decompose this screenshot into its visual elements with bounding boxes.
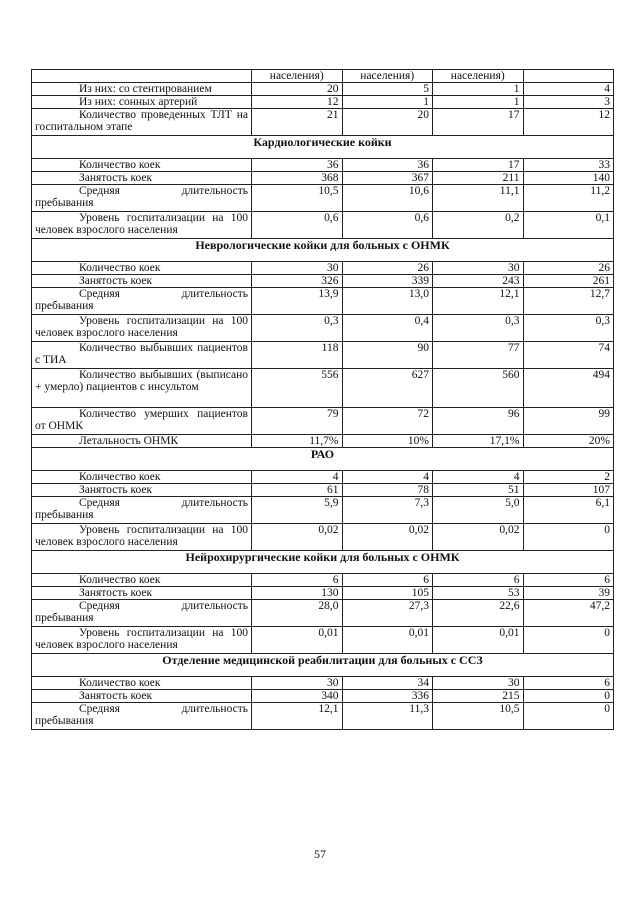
value-cell: 0,01	[433, 627, 524, 654]
value-cell: 13,9	[252, 288, 343, 315]
row-label: Средняя длительность пребывания	[32, 185, 252, 212]
value-cell: 20%	[523, 435, 614, 448]
value-cell: 30	[252, 262, 343, 275]
section-header-row	[32, 136, 614, 159]
value-cell: 90	[342, 342, 433, 369]
value-cell: 0,1	[523, 212, 614, 239]
value-cell: 20	[342, 109, 433, 136]
row-label: Из них: сонных артерий	[32, 96, 252, 109]
value-cell: 4	[523, 83, 614, 96]
table-body	[32, 70, 614, 730]
value-cell: 26	[342, 262, 433, 275]
value-cell: 336	[342, 690, 433, 703]
value-cell: 99	[523, 408, 614, 435]
table-row	[32, 484, 614, 497]
value-cell: 11,2	[523, 185, 614, 212]
value-cell: 5,9	[252, 497, 343, 524]
table-row	[32, 369, 614, 408]
section-header-row	[32, 239, 614, 262]
value-cell: 0	[523, 524, 614, 551]
value-cell: 53	[433, 587, 524, 600]
value-cell: 494	[523, 369, 614, 408]
value-cell: 0,01	[342, 627, 433, 654]
value-cell: 130	[252, 587, 343, 600]
header-cell: населения)	[252, 70, 343, 83]
value-cell: 12,1	[433, 288, 524, 315]
value-cell: 78	[342, 484, 433, 497]
value-cell: 627	[342, 369, 433, 408]
value-cell: 243	[433, 275, 524, 288]
table-row	[32, 342, 614, 369]
header-cell	[32, 70, 252, 83]
value-cell: 51	[433, 484, 524, 497]
row-label: Занятость коек	[32, 484, 252, 497]
value-cell: 556	[252, 369, 343, 408]
value-cell: 107	[523, 484, 614, 497]
value-cell: 74	[523, 342, 614, 369]
table-row	[32, 574, 614, 587]
table-row	[32, 627, 614, 654]
table-row	[32, 262, 614, 275]
value-cell: 368	[252, 172, 343, 185]
value-cell: 20	[252, 83, 343, 96]
table-row	[32, 690, 614, 703]
value-cell: 0,2	[433, 212, 524, 239]
table-row	[32, 408, 614, 435]
value-cell: 6	[523, 677, 614, 690]
value-cell: 4	[342, 471, 433, 484]
page-number: 57	[314, 847, 326, 861]
section-title: Кардиологические койки	[32, 136, 614, 159]
table-row	[32, 96, 614, 109]
section-header-row	[32, 654, 614, 677]
value-cell: 3	[523, 96, 614, 109]
row-label: Количество проведенных ТЛТ на госпитальном этапе	[32, 109, 252, 136]
value-cell: 77	[433, 342, 524, 369]
value-cell: 12,1	[252, 703, 343, 730]
value-cell: 17	[433, 109, 524, 136]
value-cell: 30	[252, 677, 343, 690]
value-cell: 22,6	[433, 600, 524, 627]
row-label: Уровень госпитализации на 100 человек взрослого населения	[32, 212, 252, 239]
value-cell: 10,5	[252, 185, 343, 212]
value-cell: 0	[523, 627, 614, 654]
value-cell: 339	[342, 275, 433, 288]
value-cell: 12	[252, 96, 343, 109]
header-cell	[523, 70, 614, 83]
value-cell: 5,0	[433, 497, 524, 524]
value-cell: 0	[523, 690, 614, 703]
value-cell: 30	[433, 677, 524, 690]
section-title: Неврологические койки для больных с ОНМК	[32, 239, 614, 262]
value-cell: 0,02	[252, 524, 343, 551]
table-row	[32, 109, 614, 136]
value-cell: 12,7	[523, 288, 614, 315]
section-title: Нейрохирургические койки для больных с ОНМК	[32, 551, 614, 574]
statistics-table	[31, 69, 614, 730]
value-cell: 10,5	[433, 703, 524, 730]
value-cell: 13,0	[342, 288, 433, 315]
table-row	[32, 83, 614, 96]
value-cell: 11,1	[433, 185, 524, 212]
value-cell: 0,01	[252, 627, 343, 654]
row-label: Уровень госпитализации на 100 человек взрослого населения	[32, 627, 252, 654]
row-label: Количество умерших пациентов от ОНМК	[32, 408, 252, 435]
value-cell: 0,6	[252, 212, 343, 239]
row-label: Занятость коек	[32, 172, 252, 185]
value-cell: 11,3	[342, 703, 433, 730]
table-row	[32, 172, 614, 185]
value-cell: 47,2	[523, 600, 614, 627]
value-cell: 34	[342, 677, 433, 690]
value-cell: 560	[433, 369, 524, 408]
value-cell: 10,6	[342, 185, 433, 212]
value-cell: 61	[252, 484, 343, 497]
row-label: Уровень госпитализации на 100 человек взрослого населения	[32, 315, 252, 342]
section-header-row	[32, 551, 614, 574]
value-cell: 21	[252, 109, 343, 136]
row-label: Средняя длительность пребывания	[32, 703, 252, 730]
table-row	[32, 471, 614, 484]
row-label: Количество коек	[32, 677, 252, 690]
table-row	[32, 497, 614, 524]
row-label: Занятость коек	[32, 587, 252, 600]
value-cell: 28,0	[252, 600, 343, 627]
row-label: Летальность ОНМК	[32, 435, 252, 448]
value-cell: 326	[252, 275, 343, 288]
value-cell: 0,02	[342, 524, 433, 551]
value-cell: 7,3	[342, 497, 433, 524]
value-cell: 6	[252, 574, 343, 587]
section-title: РАО	[32, 448, 614, 471]
value-cell: 2	[523, 471, 614, 484]
row-label: Уровень госпитализации на 100 человек взрослого населения	[32, 524, 252, 551]
value-cell: 11,7%	[252, 435, 343, 448]
row-label: Средняя длительность пребывания	[32, 288, 252, 315]
row-label: Из них: со стентированием	[32, 83, 252, 96]
header-cell: населения)	[433, 70, 524, 83]
value-cell: 27,3	[342, 600, 433, 627]
row-label: Средняя длительность пребывания	[32, 600, 252, 627]
row-label: Занятость коек	[32, 690, 252, 703]
value-cell: 0,3	[523, 315, 614, 342]
value-cell: 17,1%	[433, 435, 524, 448]
value-cell: 118	[252, 342, 343, 369]
table-row	[32, 159, 614, 172]
value-cell: 6	[342, 574, 433, 587]
value-cell: 1	[433, 83, 524, 96]
table-row	[32, 600, 614, 627]
value-cell: 36	[342, 159, 433, 172]
value-cell: 26	[523, 262, 614, 275]
value-cell: 0	[523, 703, 614, 730]
value-cell: 6	[433, 574, 524, 587]
value-cell: 6,1	[523, 497, 614, 524]
row-label: Количество коек	[32, 471, 252, 484]
value-cell: 211	[433, 172, 524, 185]
value-cell: 140	[523, 172, 614, 185]
value-cell: 1	[433, 96, 524, 109]
value-cell: 105	[342, 587, 433, 600]
row-label: Средняя длительность пребывания	[32, 497, 252, 524]
value-cell: 72	[342, 408, 433, 435]
table-row	[32, 185, 614, 212]
value-cell: 0,3	[433, 315, 524, 342]
value-cell: 261	[523, 275, 614, 288]
table-row	[32, 288, 614, 315]
value-cell: 4	[433, 471, 524, 484]
table-row	[32, 275, 614, 288]
row-label: Количество выбывших пациентов с ТИА	[32, 342, 252, 369]
value-cell: 0,02	[433, 524, 524, 551]
table-row	[32, 212, 614, 239]
value-cell: 10%	[342, 435, 433, 448]
value-cell: 0,4	[342, 315, 433, 342]
section-header-row	[32, 448, 614, 471]
row-label: Количество коек	[32, 159, 252, 172]
row-label: Количество коек	[32, 262, 252, 275]
value-cell: 0,6	[342, 212, 433, 239]
header-cell: населения)	[342, 70, 433, 83]
value-cell: 33	[523, 159, 614, 172]
value-cell: 79	[252, 408, 343, 435]
table-row	[32, 703, 614, 730]
value-cell: 4	[252, 471, 343, 484]
value-cell: 36	[252, 159, 343, 172]
value-cell: 0,3	[252, 315, 343, 342]
row-label: Количество коек	[32, 574, 252, 587]
value-cell: 367	[342, 172, 433, 185]
row-label: Количество выбывших (выписано + умерло) пациентов с инсультом	[32, 369, 252, 408]
value-cell: 215	[433, 690, 524, 703]
table-row	[32, 524, 614, 551]
table-row	[32, 677, 614, 690]
table-row	[32, 315, 614, 342]
header-row	[32, 70, 614, 83]
section-title: Отделение медицинской реабилитации для больных с ССЗ	[32, 654, 614, 677]
row-label: Занятость коек	[32, 275, 252, 288]
value-cell: 17	[433, 159, 524, 172]
value-cell: 1	[342, 96, 433, 109]
table-row	[32, 435, 614, 448]
table-row	[32, 587, 614, 600]
value-cell: 6	[523, 574, 614, 587]
value-cell: 96	[433, 408, 524, 435]
value-cell: 12	[523, 109, 614, 136]
value-cell: 5	[342, 83, 433, 96]
value-cell: 39	[523, 587, 614, 600]
value-cell: 30	[433, 262, 524, 275]
value-cell: 340	[252, 690, 343, 703]
